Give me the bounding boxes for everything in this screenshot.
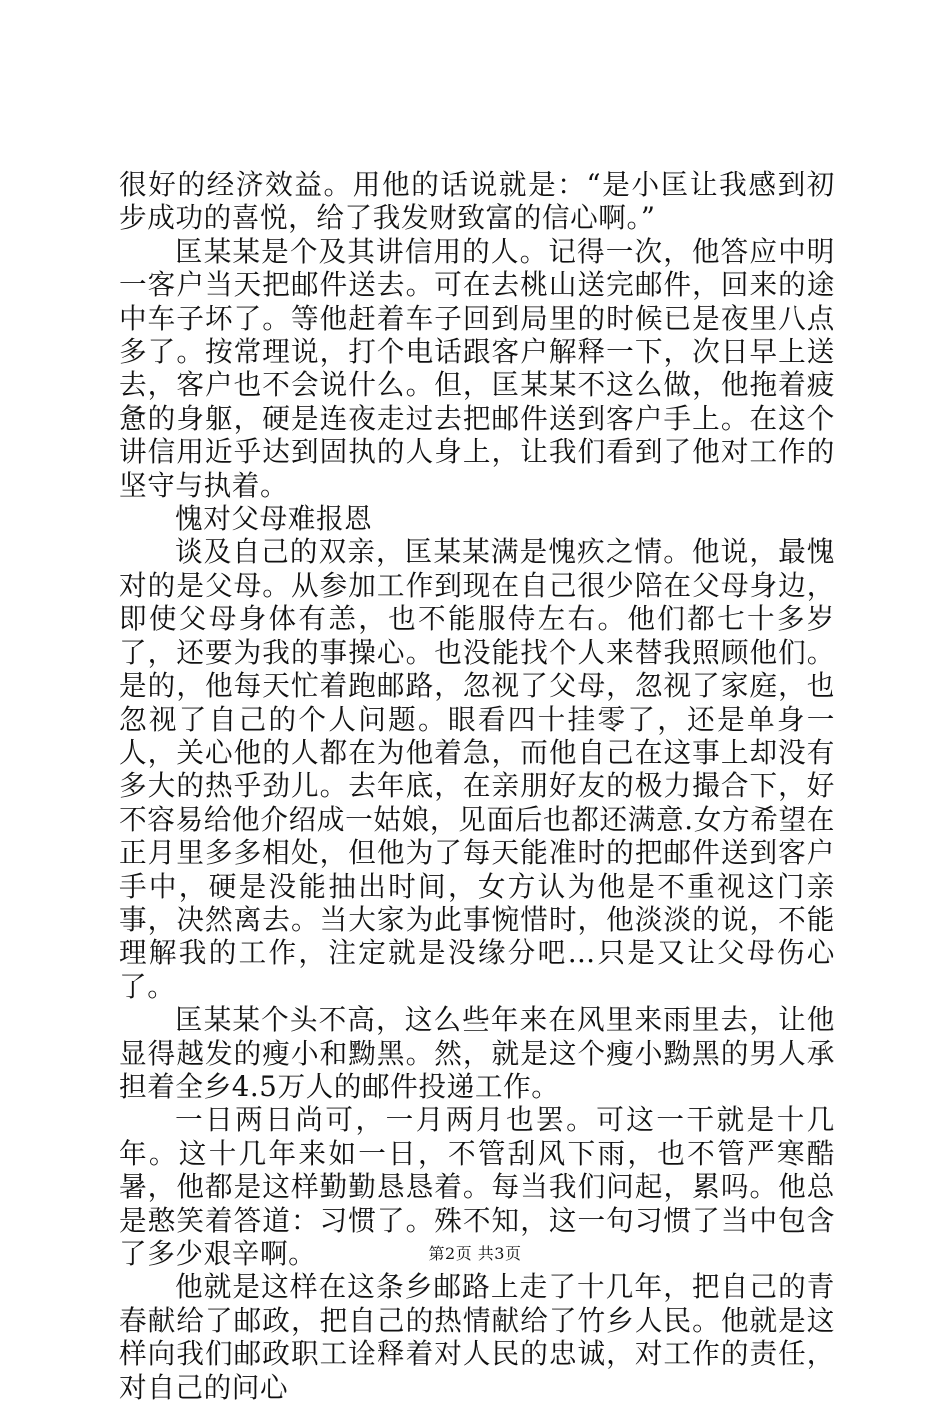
paragraph-2: 匡某某是个及其讲信用的人。记得一次，他答应中明一客户当天把邮件送去。可在去桃山送完邮件，回来的途中车子坏了。等他赶着车子回到局里的时候已是夜里八点多了。按常理说，打个电话跟客户解释一下，次日早上送去，客户也不会说什么。但，匡某某不这么做，他拖着疲惫的身躯，硬是连夜走过去把邮件送到客户手上。在这个讲信用近乎达到固执的人身上，让我们看到了他对工作的坚守与执着。 xyxy=(119,234,835,502)
paragraph-1: 很好的经济效益。用他的话说就是：“是小匡让我感到初步成功的喜悦，给了我发财致富的信心啊。” xyxy=(119,168,835,235)
page-number-footer: 第2页 共3页 xyxy=(428,1244,522,1263)
paragraph-4: 匡某某个头不高，这么些年来在风里来雨里去，让他显得越发的瘦小和黝黑。然，就是这个瘦小黝黑的男人承担着全乡4.5万人的邮件投递工作。 xyxy=(119,1003,835,1103)
paragraph-3: 谈及自己的双亲，匡某某满是愧疚之情。他说，最愧对的是父母。从参加工作到现在自己很少陪在父母身边，即使父母身体有恙，也不能服侍左右。他们都七十多岁了，还要为我的事操心。也没能找个人来替我照顾他们。是的，他每天忙着跑邮路，忽视了父母，忽视了家庭，也忽视了自己的个人问题。眼看四十挂零了，还是单身一人，关心他的人都在为他着急，而他自己在这事上却没有多大的热乎劲儿。去年底，在亲朋好友的极力撮合下，好不容易给他介绍成一姑娘，见面后也都还满意.女方希望在正月里多多相处，但他为了每天能准时的把邮件送到客户手中，硬是没能抽出时间，女方认为他是不重视这门亲事，决然离去。当大家为此事惋惜时，他淡淡的说，不能理解我的工作，注定就是没缘分吧…只是又让父母伤心了。 xyxy=(119,535,835,1003)
paragraph-5: 一日两日尚可，一月两月也罢。可这一干就是十几年。这十几年来如一日，不管刮风下雨，也不管严寒酷暑，他都是这样勤勤恳恳着。每当我们问起，累吗。他总是憨笑着答道：习惯了。殊不知，这一句习惯了当中包含了多少艰辛啊。 xyxy=(119,1103,835,1270)
document-body xyxy=(119,168,835,1404)
section-heading: 愧对父母难报恩 xyxy=(175,502,373,536)
paragraph-6: 他就是这样在这条乡邮路上走了十几年，把自己的青春献给了邮政，把自己的热情献给了竹乡人民。他就是这样向我们邮政职工诠释着对人民的忠诚，对工作的责任，对自己的问心 xyxy=(119,1270,835,1404)
